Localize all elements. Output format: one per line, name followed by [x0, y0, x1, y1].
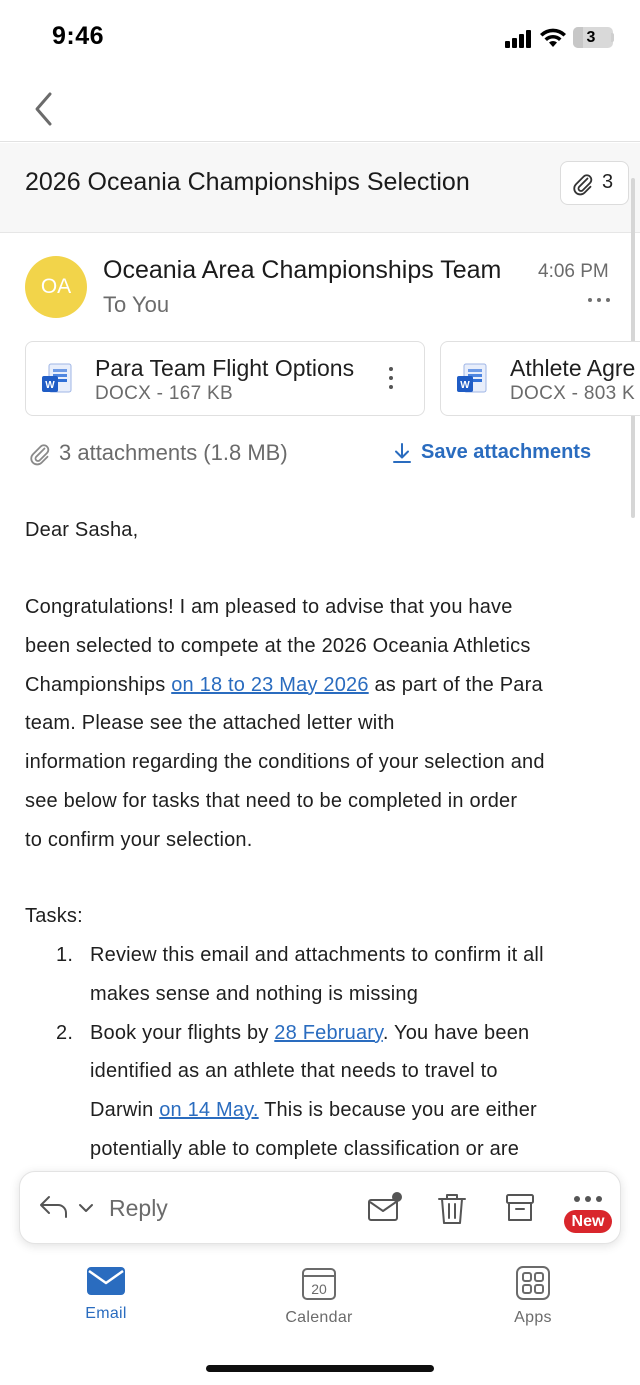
sender-avatar[interactable]: OA: [25, 256, 87, 318]
body-text-span: Championships: [25, 673, 172, 696]
sender-name[interactable]: Oceania Area Championships Team: [103, 256, 502, 284]
word-doc-icon: [40, 362, 76, 398]
paperclip-icon: [28, 442, 52, 466]
date-link[interactable]: 28 February: [274, 1021, 383, 1044]
attachment-name: Para Team Flight Options: [95, 355, 355, 381]
body-text-span: Darwin: [90, 1099, 160, 1122]
body-paragraph: [25, 588, 625, 860]
task-item: [25, 936, 615, 1014]
attachment-card[interactable]: [25, 341, 425, 416]
date-link[interactable]: on 14 May.: [159, 1099, 259, 1122]
sent-time: 4:06 PM: [538, 261, 609, 282]
tab-email[interactable]: [46, 1265, 166, 1323]
subject-title: 2026 Oceania Championships Selection: [25, 168, 470, 196]
word-doc-icon: [455, 362, 491, 398]
body-text-span: Book your flights by: [90, 1021, 275, 1044]
task-list: [25, 936, 615, 1169]
reply-arrow-icon[interactable]: [38, 1194, 70, 1220]
date-link[interactable]: on 18 to 23 May 2026: [171, 673, 369, 696]
body-text-span: This is because you are either: [258, 1099, 537, 1122]
body-text-span: . You have been: [382, 1021, 530, 1044]
task-line: Review this email and attachments to confirm it all: [90, 944, 544, 966]
archive-icon[interactable]: [504, 1192, 536, 1224]
tab-calendar[interactable]: [259, 1265, 379, 1327]
nav-bar: [0, 76, 640, 142]
reply-toolbar: [19, 1171, 621, 1244]
reply-button[interactable]: Reply: [109, 1195, 168, 1221]
wifi-icon: [539, 26, 567, 48]
task-line: identified as an athlete that needs to travel to: [90, 1060, 498, 1083]
body-line: been selected to compete at the 2026 Oceania Athletics: [25, 634, 531, 657]
task-number: 2.: [56, 1021, 74, 1044]
attachments-summary: 3 attachments (1.8 MB): [59, 440, 288, 465]
battery-tip: [611, 33, 614, 42]
attachment-name: Athlete Agre: [510, 355, 636, 381]
recipient-label[interactable]: To You: [103, 292, 170, 317]
mail-icon: [86, 1265, 126, 1297]
task-number: 1.: [56, 944, 74, 966]
task-line: makes sense and nothing is missing: [90, 982, 419, 1005]
new-badge: New: [564, 1210, 612, 1233]
task-line: potentially able to complete classification or are: [90, 1137, 520, 1160]
save-attachments-button[interactable]: Save attachments: [421, 441, 592, 463]
attachment-meta: DOCX - 167 KB: [95, 383, 234, 404]
body-line: team. Please see the attached letter with: [25, 712, 395, 735]
subject-bar: [0, 143, 640, 233]
tab-label: Calendar: [285, 1309, 353, 1326]
tasks-heading: Tasks:: [25, 905, 83, 927]
paperclip-icon: [571, 172, 595, 196]
task-line: [90, 1091, 615, 1130]
attachment-count: 3: [602, 171, 614, 193]
attachment-meta: DOCX - 803 K: [510, 383, 636, 404]
greeting: Dear Sasha,: [25, 519, 139, 541]
attachment-card[interactable]: [440, 341, 640, 416]
message-more-icon[interactable]: [588, 298, 612, 306]
more-icon[interactable]: [573, 1194, 603, 1204]
svg-text:W: W: [460, 380, 470, 391]
task-item: [25, 1014, 615, 1169]
body-line: to confirm your selection.: [25, 828, 253, 851]
body-line: Congratulations! I am pleased to advise that you have: [25, 596, 513, 618]
mark-unread-icon[interactable]: [367, 1192, 403, 1224]
battery-level: 3: [586, 29, 596, 46]
back-chevron-icon[interactable]: [30, 90, 60, 128]
tab-apps[interactable]: [473, 1265, 593, 1327]
attachment-count-button[interactable]: [560, 161, 629, 205]
trash-icon[interactable]: [436, 1192, 468, 1226]
status-time: 9:46: [52, 22, 105, 50]
battery-icon: [573, 27, 613, 48]
calendar-icon: [301, 1265, 337, 1301]
download-icon[interactable]: [392, 442, 412, 464]
tab-label: Email: [85, 1305, 127, 1322]
body-line: information regarding the conditions of your selection and: [25, 751, 545, 774]
signal-icon: [505, 30, 533, 48]
body-text-span: as part of the Para: [368, 673, 543, 696]
home-indicator[interactable]: [206, 1365, 434, 1372]
apps-grid-icon: [515, 1265, 551, 1301]
tab-label: Apps: [514, 1309, 552, 1326]
body-line: [25, 666, 625, 705]
task-line: [90, 1014, 615, 1053]
status-bar: [0, 0, 640, 76]
attachment-menu-icon[interactable]: [389, 367, 395, 391]
body-line: see below for tasks that need to be completed in order: [25, 789, 518, 812]
chevron-down-icon[interactable]: [78, 1202, 94, 1214]
calendar-day: 20: [311, 1281, 327, 1297]
svg-text:W: W: [45, 380, 55, 391]
